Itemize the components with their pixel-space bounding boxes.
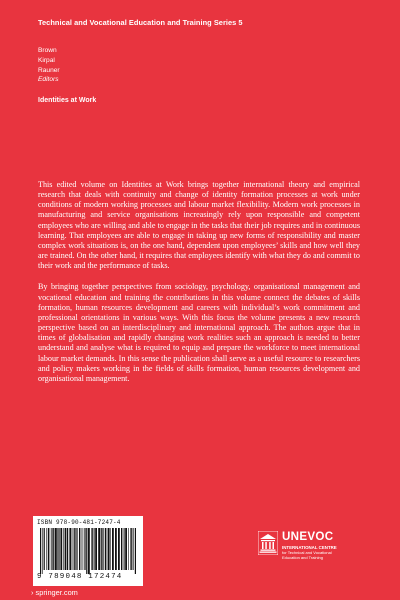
blurb-paragraph-1: This edited volume on Identities at Work brings together international theory and empirical research that deals with continuity and change of identity formation processes at work under conditions of modern working processes and labour market flexibility. Modern work processes in manufacturing and service organisations increasingly rely upon responsible and competent employees who are willing and able to engage in the tasks that their job requires and in continuous learning. That employees are able to engage in taking up new forms of responsibility and master complex work situations is, on the one hand, dependent upon employees’ skills and how well they are trained. On the other hand, it requires that employees identify with what they do and commit to their work and the performance of tasks. bbox=[38, 180, 360, 271]
editor-name: Kirpal bbox=[38, 56, 55, 64]
blurb bbox=[38, 180, 360, 395]
barcode-icon bbox=[37, 528, 139, 574]
volume-title: Identities at Work bbox=[38, 97, 97, 104]
editors-role: Editors bbox=[38, 76, 59, 84]
series-title: Technical and Vocational Education and Training Series 5 bbox=[38, 18, 243, 27]
unevoc-subtitle: INTERNATIONAL CENTRE bbox=[282, 545, 337, 550]
editors-block bbox=[38, 46, 60, 85]
editor-name: Rauner bbox=[38, 66, 60, 74]
barcode-label bbox=[33, 516, 143, 586]
unevoc-title: UNEVOC bbox=[282, 530, 334, 543]
blurb-paragraph-2: By bringing together perspectives from sociology, psychology, organisational management and vocational education and training the contributions in this volume connect the debates of skills formation, human resources development and careers with individual’s work commitment and professional orientations in various ways. With this focus the volume presents a new research perspective based on an interdisciplinary and international approach. The authors argue that in times of globalisation and rapidly changing work realities such an approach is needed to better understand and analyse what is required to equip and prepare the workforce to meet international labour market demands. In this sense the publication shall serve as a useful resource to researchers and policy makers working in the fields of skills formation, human resources development and organisational management. bbox=[38, 282, 360, 383]
unevoc-subtitle-2: for Technical and Vocational bbox=[282, 550, 332, 555]
isbn-text: ISBN 978-90-481-7247-4 bbox=[37, 519, 121, 526]
unevoc-subtitle-3: Education and Training bbox=[282, 555, 323, 560]
editor-name: Brown bbox=[38, 47, 57, 54]
ean-digits: 9 789048 172474 bbox=[37, 573, 123, 581]
publisher-url-text: springer.com bbox=[35, 588, 78, 597]
publisher-url[interactable] bbox=[31, 588, 78, 597]
unevoc-logo bbox=[258, 531, 368, 565]
springer-chevron-icon: › bbox=[31, 588, 34, 597]
unesco-temple-icon bbox=[258, 531, 278, 555]
